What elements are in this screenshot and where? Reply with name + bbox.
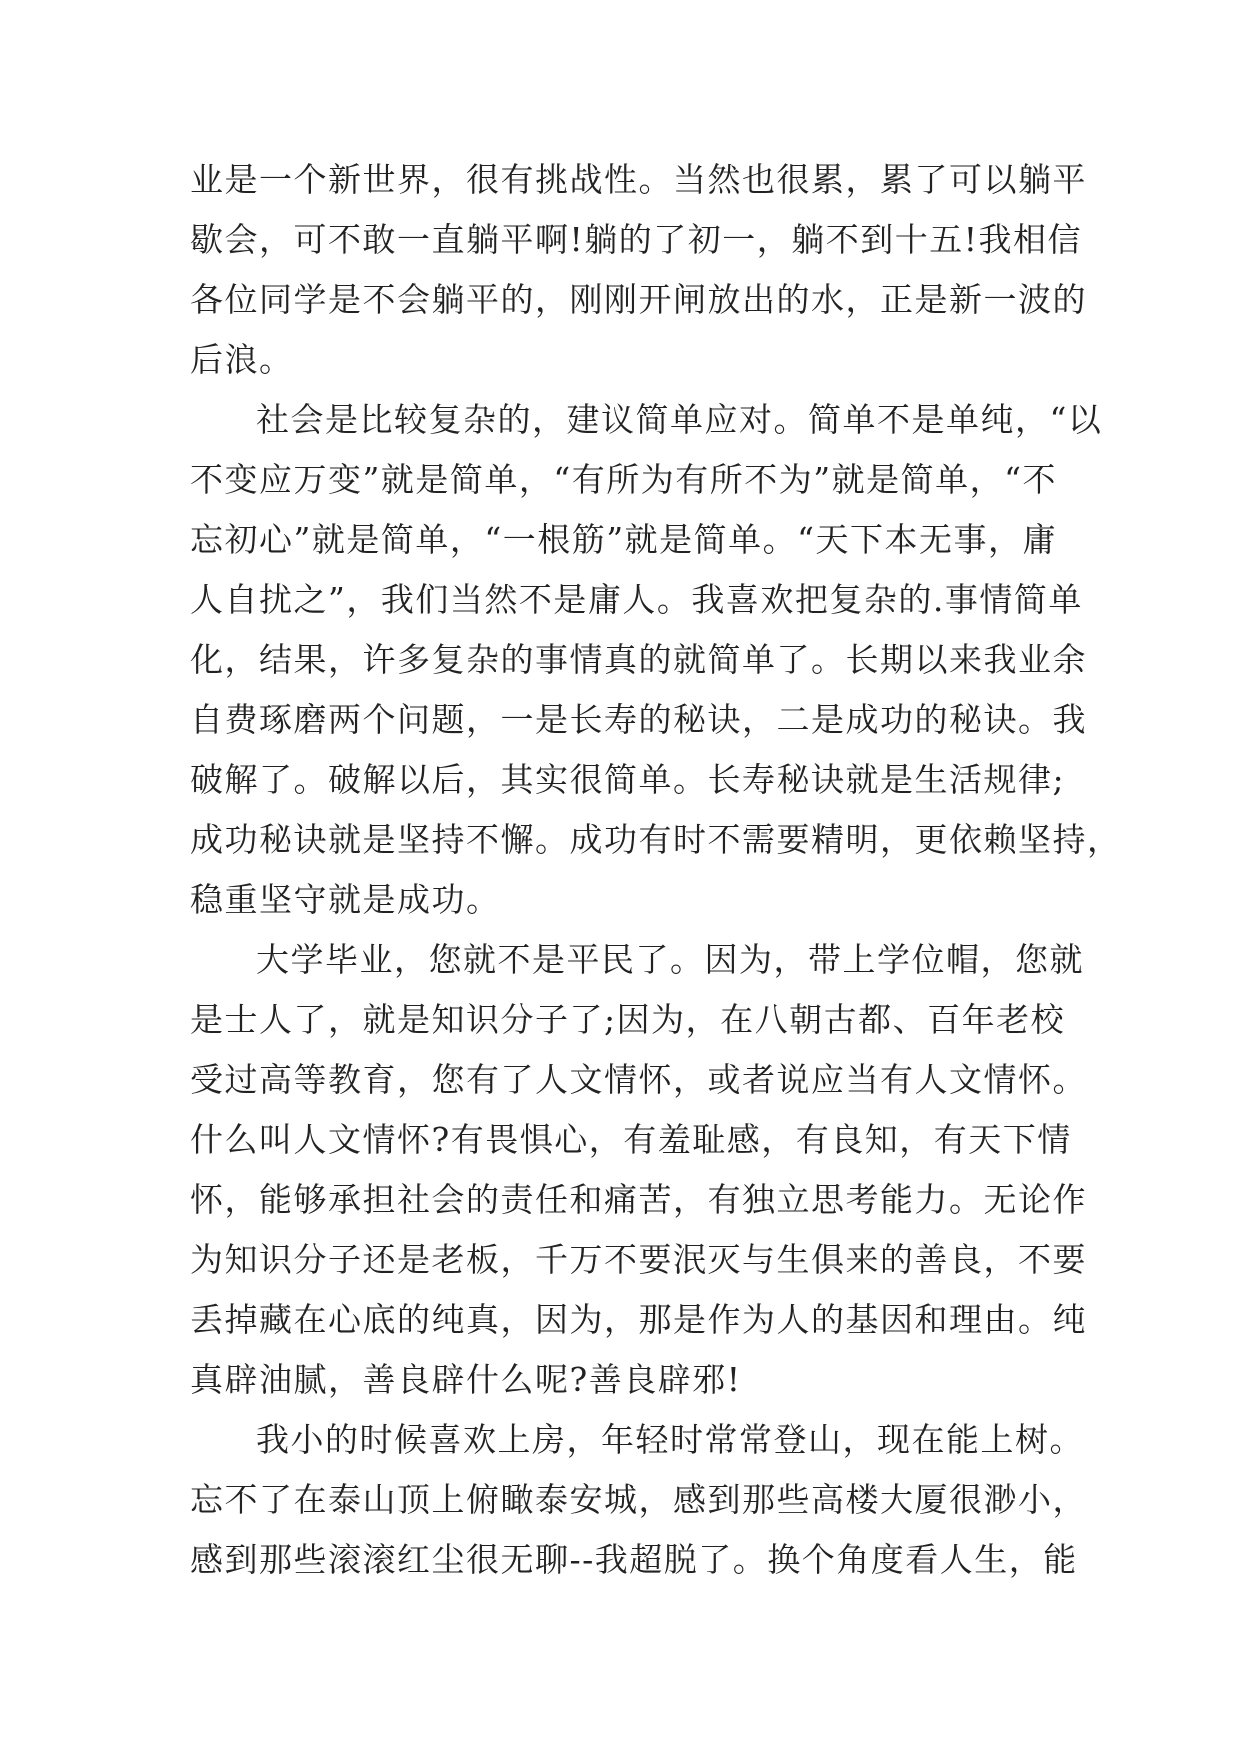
paragraph-3 <box>190 930 1087 1410</box>
text-line: 各位同学是不会躺平的，刚刚开闸放出的水，正是新一波的 <box>190 280 1087 319</box>
text-line: 业是一个新世界，很有挑战性。当然也很累，累了可以躺平 <box>190 160 1087 199</box>
text-line: 后浪。 <box>190 340 294 379</box>
text-line: 破解了。破解以后，其实很简单。长寿秘诀就是生活规律; <box>190 760 1066 799</box>
text-line: 怀，能够承担社会的责任和痛苦，有独立思考能力。无论作 <box>190 1180 1087 1219</box>
text-line: 稳重坚守就是成功。 <box>190 880 501 919</box>
paragraph-1 <box>190 150 1087 390</box>
text-line: 是士人了，就是知识分子了;因为，在八朝古都、百年老校 <box>190 1000 1066 1039</box>
text-line: 歇会，可不敢一直躺平啊!躺的了初一，躺不到十五!我相信 <box>190 220 1083 259</box>
text-line: 忘不了在泰山顶上俯瞰泰安城，感到那些高楼大厦很渺小， <box>190 1480 1087 1519</box>
text-line: 真辟油腻，善良辟什么呢?善良辟邪! <box>190 1360 742 1399</box>
text-line: 化，结果，许多复杂的事情真的就简单了。长期以来我业余 <box>190 640 1087 679</box>
text-line: 感到那些滚滚红尘很无聊--我超脱了。换个角度看人生，能 <box>190 1540 1078 1579</box>
text-line: 我小的时候喜欢上房，年轻时常常登山，现在能上树。 <box>256 1420 1084 1459</box>
text-line: 为知识分子还是老板，千万不要泯灭与生俱来的善良，不要 <box>190 1240 1087 1279</box>
paragraph-4 <box>190 1410 1087 1590</box>
body-text <box>190 150 1122 1590</box>
text-line: 大学毕业，您就不是平民了。因为，带上学位帽，您就 <box>256 940 1084 979</box>
text-line: 忘初心”就是简单，“一根筋”就是简单。“天下本无事，庸 <box>190 520 1057 559</box>
paragraph-2 <box>190 390 1122 930</box>
text-line: 什么叫人文情怀?有畏惧心，有羞耻感，有良知，有天下情 <box>190 1120 1072 1159</box>
text-line: 受过高等教育，您有了人文情怀，或者说应当有人文情怀。 <box>190 1060 1087 1099</box>
text-line: 社会是比较复杂的，建议简单应对。简单不是单纯，“以 <box>256 400 1103 439</box>
text-line: 丢掉藏在心底的纯真，因为，那是作为人的基因和理由。纯 <box>190 1300 1087 1339</box>
text-line: 人自扰之”，我们当然不是庸人。我喜欢把复杂的.事情简单 <box>190 580 1083 619</box>
text-line: 成功秘诀就是坚持不懈。成功有时不需要精明，更依赖坚持， <box>190 820 1122 859</box>
text-line: 不变应万变”就是简单，“有所为有所不为”就是简单，“不 <box>190 460 1057 499</box>
text-line: 自费琢磨两个问题，一是长寿的秘诀，二是成功的秘诀。我 <box>190 700 1087 739</box>
